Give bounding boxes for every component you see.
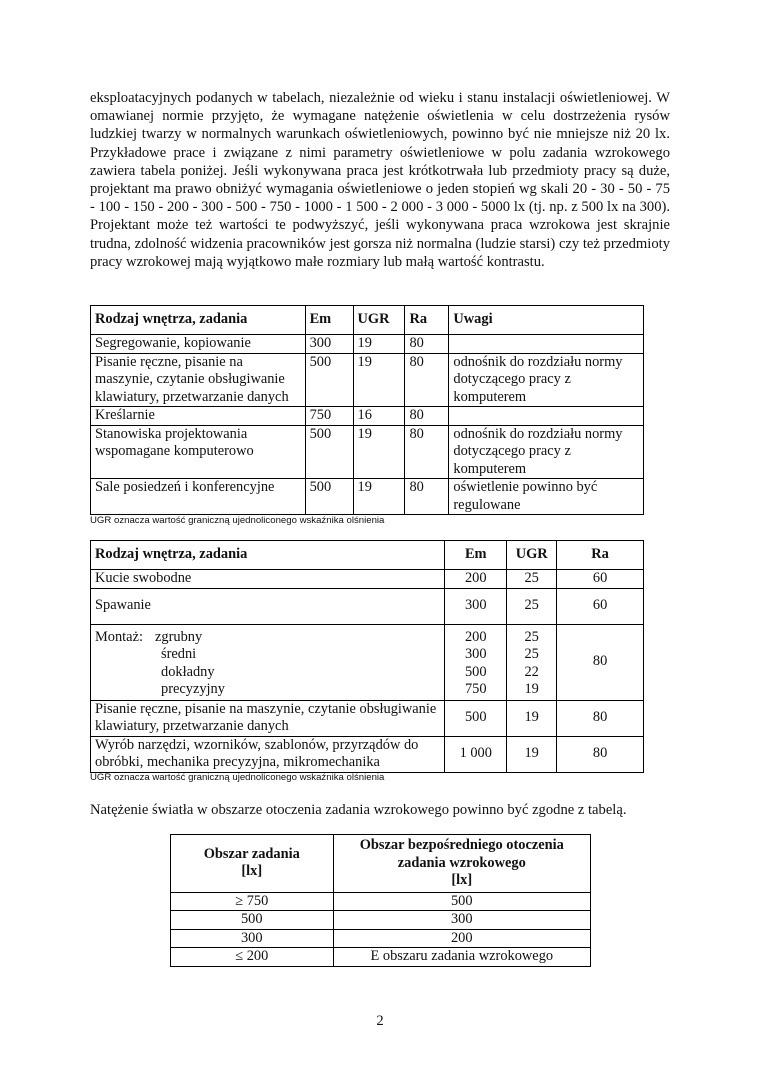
montaz-subtasks [95,629,440,699]
col-header [171,835,334,893]
col-header: Em [305,306,353,335]
table-cell: 80 [405,407,449,426]
table-cell: 60 [557,570,644,589]
col-header [333,835,590,893]
table-cell: Kucie swobodne [91,570,445,589]
table-cell: 500 [305,479,353,515]
table-cell: 80 [405,335,449,354]
table-cell: 300 [333,911,590,930]
workshop-lighting-table [90,540,644,773]
table-cell: Pisanie ręczne, pisanie na maszynie, czytanie obsługiwanie klawiatury, przetwarzanie danych [91,353,306,407]
table-row [91,736,644,772]
table-row [91,479,644,515]
table-cell: Stanowiska projektowania wspomagane komputerowo [91,425,306,479]
table-row [91,335,644,354]
table-cell: 500 [305,353,353,407]
table-cell: 200 [333,929,590,948]
table-cell: 80 [405,353,449,407]
table-cell: 300 [305,335,353,354]
table-header-row [91,541,644,570]
table-cell: Kreślarnie [91,407,306,426]
body-paragraph: eksploatacyjnych podanych w tabelach, niezależnie od wieku i stanu instalacji oświetleniowej. W omawianej normie przyjęto, że wymagane natężenie oświetlenia w celu dostrzeżenia rysów ludzkiej twarzy w normalnych warunkach oświetleniowych, powinno być nie mniejsze niż 20 lx. Przykładowe prace i związane z nimi parametry oświetleniowe w polu zadania wzrokowego zawiera tabela poniżej. Jeśli wykonywana praca jest krótkotrwała lub przedmioty pracy są duże, projektant ma prawo obniżyć wymagania oświetleniowe o jeden stopień wg skali 20 - 30 - 50 - 75 - 100 - 150 - 200 - 300 - 500 - 750 - 1000 - 1 500 - 2 000 - 3 000 - 5000 lx (tj. np. z 500 lx na 300). Projektant może też wartości te podwyższyć, jeśli wykonywana praca wzrokowa jest skrajnie trudna, zdolność widzenia pracowników jest gorsza niż normalna (ludzie starsi) czy też przedmioty pracy wzrokowej mają wyjątkowo małe rozmiary lub małą wartość kontrastu. [90,90,670,270]
ugr-value: 25 [524,646,539,662]
table-cell: 60 [557,588,644,624]
table-cell: Sale posiedzeń i konferencyjne [91,479,306,515]
table-cell: 25 [507,588,557,624]
list-item: precyzyjny [161,681,225,697]
table-cell: ≥ 750 [171,892,334,911]
table-cell: 750 [305,407,353,426]
col-header: Uwagi [449,306,644,335]
table-cell: 25 [507,570,557,589]
table-row-montaz [91,624,644,700]
table-header-row [91,306,644,335]
table-cell: 300 [445,588,507,624]
table-cell: 80 [557,700,644,736]
table-row [91,425,644,479]
table-cell: 80 [557,736,644,772]
table-cell [445,624,507,700]
em-value: 300 [464,646,487,662]
table-cell: 500 [333,892,590,911]
surrounding-area-table [170,834,591,967]
table-row [171,948,591,967]
table-cell [91,624,445,700]
col-header: UGR [507,541,557,570]
col-header: Ra [557,541,644,570]
em-value: 200 [464,628,487,645]
header-line: Obszar zadania [203,845,300,862]
table-row [91,700,644,736]
table-cell: 19 [353,353,405,407]
col-header: UGR [353,306,405,335]
table-cell: 80 [405,479,449,515]
table-cell: odnośnik do rozdziału normy dotyczącego pracy z komputerem [449,353,644,407]
table-cell [449,335,644,354]
table-cell: 200 [445,570,507,589]
table-row [91,588,644,624]
ugr-value: 19 [524,681,539,697]
col-header: Rodzaj wnętrza, zadania [91,541,445,570]
table-cell: Pisanie ręczne, pisanie na maszynie, czytanie obsługiwanie klawiatury, przetwarzanie danych [91,700,445,736]
list-item: zgrubny [155,628,203,645]
table-cell: 19 [507,736,557,772]
table-header-row [171,835,591,893]
table-cell: 80 [405,425,449,479]
page-number: 2 [376,1013,384,1029]
table-row [91,570,644,589]
table-cell: 19 [353,335,405,354]
table-cell [449,407,644,426]
table-cell: 1 000 [445,736,507,772]
ugr-footnote: UGR oznacza wartość graniczną ujednoliconego wskaźnika olśnienia [90,772,385,783]
table-cell: ≤ 200 [171,948,334,967]
surrounding-area-intro: Natężenie światła w obszarze otoczenia zadania wzrokowego powinno być zgodne z tabelą. [90,802,627,818]
table-cell: 19 [353,479,405,515]
table-row [171,911,591,930]
montaz-label: Montaż: [95,628,143,645]
header-line: Obszar bezpośredniego otoczenia zadania wzrokowego [359,837,564,871]
table-cell: odnośnik do rozdziału normy dotyczącego pracy z komputerem [449,425,644,479]
table-cell: 80 [557,624,644,700]
table-cell: Segregowanie, kopiowanie [91,335,306,354]
table-row [171,892,591,911]
table-cell [507,624,557,700]
em-value: 500 [464,663,487,680]
table-cell: 500 [445,700,507,736]
table-cell: Wyrób narzędzi, wzorników, szablonów, przyrządów do obróbki, mechanika precyzyjna, mikromechanika [91,736,445,772]
em-value: 750 [464,681,487,697]
col-header: Ra [405,306,449,335]
table-cell: oświetlenie powinno być regulowane [449,479,644,515]
table-cell: 19 [507,700,557,736]
ugr-footnote: UGR oznacza wartość graniczną ujednoliconego wskaźnika olśnienia [90,515,385,526]
col-header: Em [445,541,507,570]
table-cell: 16 [353,407,405,426]
table-row [171,929,591,948]
table-cell: 500 [305,425,353,479]
header-line: [lx] [451,872,473,888]
ugr-value: 22 [524,663,539,680]
table-row [91,353,644,407]
ugr-value: 25 [524,628,539,645]
table-cell: 300 [171,929,334,948]
col-header: Rodzaj wnętrza, zadania [91,306,306,335]
table-row [91,407,644,426]
header-line: [lx] [241,863,263,880]
list-item: średni [161,646,197,662]
table-cell: E obszaru zadania wzrokowego [333,948,590,967]
table-cell: Spawanie [91,588,445,624]
list-item: dokładny [161,663,215,680]
lighting-requirements-table [90,305,644,515]
table-cell: 19 [353,425,405,479]
table-cell: 500 [171,911,334,930]
